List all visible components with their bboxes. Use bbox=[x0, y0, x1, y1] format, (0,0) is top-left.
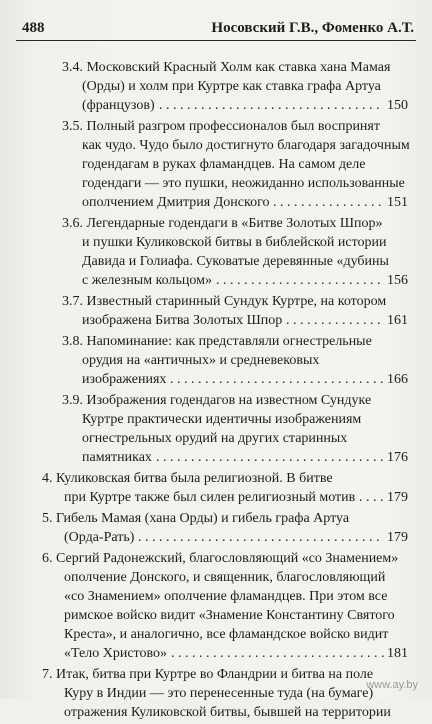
toc-line-text: годендагам в руках фламандцев. На самом деле bbox=[82, 157, 366, 172]
toc-entry bbox=[0, 549, 432, 663]
toc-line-text: «со Знамением» ополчение фламандцев. При этом все bbox=[64, 589, 388, 604]
toc-line bbox=[0, 77, 432, 96]
toc-entry bbox=[0, 391, 432, 467]
toc-line-text: изображена Битва Золотых Шпор bbox=[82, 313, 283, 328]
page-number: 488 bbox=[22, 20, 45, 36]
toc-entry bbox=[0, 292, 432, 330]
leader-dots bbox=[359, 488, 384, 507]
toc-line-text: 6. Сергий Радонежский, благословляющий «со Знамением» bbox=[42, 551, 399, 566]
toc-line bbox=[0, 703, 432, 722]
toc-page-number: 161 bbox=[387, 313, 408, 328]
toc-line bbox=[0, 509, 432, 528]
toc-entry bbox=[0, 665, 432, 722]
toc-line bbox=[0, 625, 432, 644]
toc-page-number: 156 bbox=[387, 273, 408, 288]
toc-entry bbox=[0, 117, 432, 212]
table-of-contents bbox=[0, 58, 432, 724]
toc-line-text: изображениях bbox=[82, 372, 167, 387]
leader-dots bbox=[156, 448, 384, 467]
toc-line-text: Креста», и аналогично, все фламандское войско видит bbox=[64, 627, 389, 642]
toc-line bbox=[0, 410, 432, 429]
toc-line bbox=[0, 233, 432, 252]
toc-line-text: Куртре практически идентичны изображениям bbox=[82, 412, 362, 427]
toc-line bbox=[0, 528, 432, 547]
toc-line bbox=[0, 549, 432, 568]
toc-line bbox=[0, 155, 432, 174]
toc-line bbox=[0, 429, 432, 448]
toc-line bbox=[0, 370, 432, 389]
toc-line-text: с железным кольцом» bbox=[82, 273, 212, 288]
toc-line bbox=[0, 644, 432, 663]
toc-line bbox=[0, 58, 432, 77]
toc-line bbox=[0, 332, 432, 351]
toc-line-text: Куру в Индии — это перенесенные туда (на бумаге) bbox=[64, 686, 374, 701]
toc-line bbox=[0, 351, 432, 370]
toc-page-number: 181 bbox=[387, 646, 408, 661]
toc-page-number: 179 bbox=[387, 530, 408, 545]
toc-line-text: 3.6. Легендарные годендаги в «Битве Золотых Шпор» bbox=[62, 216, 383, 231]
toc-line bbox=[0, 606, 432, 625]
leader-dots bbox=[273, 193, 384, 212]
toc-line bbox=[0, 292, 432, 311]
toc-line bbox=[0, 391, 432, 410]
leader-dots bbox=[138, 528, 384, 547]
toc-page-number: 176 bbox=[387, 450, 408, 465]
toc-line-text: памятниках bbox=[82, 450, 152, 465]
toc-page-number: 150 bbox=[387, 98, 408, 113]
authors: Носовский Г.В., Фоменко А.Т. bbox=[211, 20, 414, 36]
toc-line bbox=[0, 193, 432, 212]
toc-line bbox=[0, 271, 432, 290]
toc-line bbox=[0, 96, 432, 115]
toc-line-text: (Орды) и холм при Куртре как ставка графа Артуа bbox=[82, 79, 381, 94]
toc-line-text: при Куртре также был силен религиозный мотив bbox=[64, 490, 356, 505]
toc-page-number: 179 bbox=[387, 490, 408, 505]
toc-line-text: отражения Куликовской битвы, бывшей на территории bbox=[64, 705, 391, 720]
toc-line-text: «Тело Христово» bbox=[64, 646, 167, 661]
toc-line-text: (Орда-Рать) bbox=[64, 530, 135, 545]
toc-line-text: 3.4. Московский Красный Холм как ставка хана Мамая bbox=[62, 60, 391, 75]
toc-line-text: 7. Итак, битва при Куртре во Фландрии и битва на поле bbox=[42, 667, 374, 682]
leader-dots bbox=[286, 311, 384, 330]
toc-entry bbox=[0, 469, 432, 507]
toc-line bbox=[0, 117, 432, 136]
toc-entry bbox=[0, 214, 432, 290]
toc-page-number: 166 bbox=[387, 372, 408, 387]
toc-line bbox=[0, 136, 432, 155]
toc-line-text: годендаги — это пушки, неожиданно использованные bbox=[82, 176, 405, 191]
toc-line bbox=[0, 174, 432, 193]
toc-line-text: орудия на «античных» и средневековых bbox=[82, 353, 320, 368]
toc-line-text: и пушки Куликовской битвы в библейской истории bbox=[82, 235, 387, 250]
toc-line-text: 3.5. Полный разгром профессионалов был воспринят bbox=[62, 119, 380, 134]
toc-line bbox=[0, 488, 432, 507]
toc-line-text: ополчение Донского, и священник, благословляющий bbox=[64, 570, 386, 585]
toc-line-text: 5. Гибель Мамая (хана Орды) и гибель графа Артуа bbox=[42, 511, 350, 526]
toc-line bbox=[0, 469, 432, 488]
watermark: www.ay.by bbox=[366, 679, 418, 691]
toc-line bbox=[0, 252, 432, 271]
toc-page-number: 151 bbox=[387, 195, 408, 210]
toc-line bbox=[0, 587, 432, 606]
toc-line-text: огнестрельных орудий на других старинных bbox=[82, 431, 348, 446]
toc-line-text: как чудо. Чудо было достигнуто благодаря загадочным bbox=[82, 138, 410, 153]
toc-line bbox=[0, 448, 432, 467]
toc-line bbox=[0, 214, 432, 233]
leader-dots bbox=[216, 271, 384, 290]
toc-entry bbox=[0, 332, 432, 389]
toc-entry bbox=[0, 58, 432, 115]
toc-line-text: 4. Куликовская битва была религиозной. В битве bbox=[42, 471, 333, 486]
leader-dots bbox=[170, 370, 384, 389]
toc-line-text: ополчением Дмитрия Донского bbox=[82, 195, 270, 210]
toc-line-text: 3.9. Изображения годендагов на известном Сундуке bbox=[62, 393, 372, 408]
leader-dots bbox=[159, 96, 384, 115]
toc-line-text: 3.8. Напоминание: как представляли огнестрельные bbox=[62, 334, 372, 349]
toc-line-text: (французов) bbox=[82, 98, 155, 113]
running-header bbox=[22, 20, 414, 40]
toc-line bbox=[0, 311, 432, 330]
header-rule bbox=[16, 40, 416, 41]
toc-line-text: римское войско видит «Знамение Константину Святого bbox=[64, 608, 395, 623]
toc-line bbox=[0, 568, 432, 587]
leader-dots bbox=[171, 644, 384, 663]
toc-entry bbox=[0, 509, 432, 547]
toc-line-text: Давида и Голиафа. Суковатые деревянные «дубины bbox=[82, 254, 389, 269]
toc-line-text: 3.7. Известный старинный Сундук Куртре, на котором bbox=[62, 294, 387, 309]
